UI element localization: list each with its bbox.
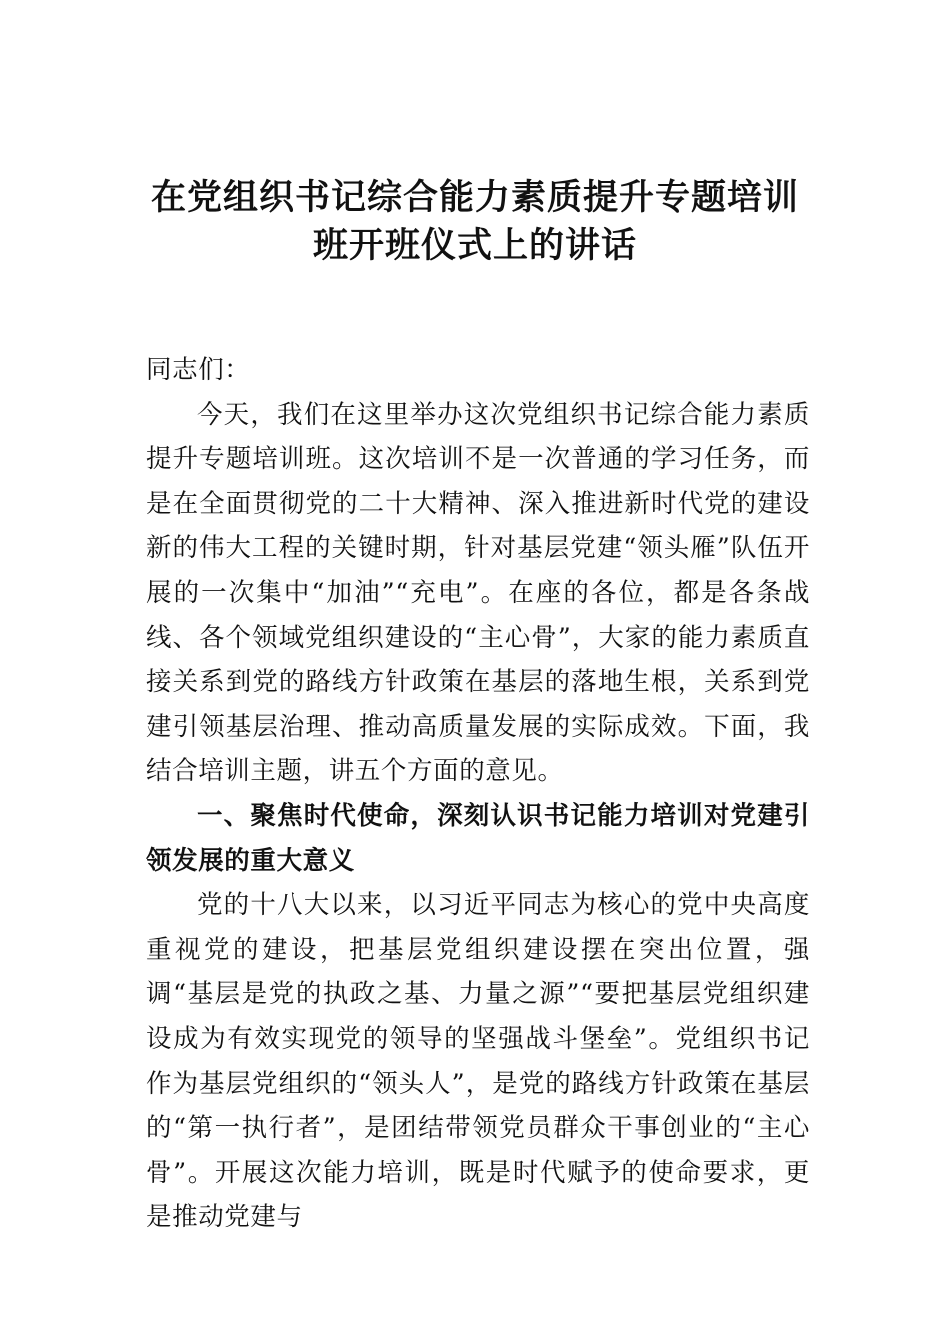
intro-paragraph: 今天，我们在这里举办这次党组织书记综合能力素质提升专题培训班。这次培训不是一次普通的学习任务，而是在全面贯彻党的二十大精神、深入推进新时代党的建设新的伟大工程的关键时期，针对基层党建“领头雁”队伍开展的一次集中“加油”“充电”。在座的各位，都是各条战线、各个领域党组织建设的“主心骨”，大家的能力素质直接关系到党的路线方针政策在基层的落地生根，关系到党建引领基层治理、推动高质量发展的实际成效。下面，我结合培训主题，讲五个方面的意见。 [146, 399, 810, 787]
section-1-paragraph: 党的十八大以来，以习近平同志为核心的党中央高度重视党的建设，把基层党组织建设摆在突出位置，强调“基层是党的执政之基、力量之源”“要把基层党组织建设成为有效实现党的领导的坚强战斗堡垒”。党组织书记作为基层党组织的“领头人”，是党的路线方针政策在基层的“第一执行者”，是团结带领党员群众干事创业的“主心骨”。开展这次能力培训，既是时代赋予的使命要求，更是推动党建与 [146, 890, 810, 1233]
document-body [146, 348, 810, 1240]
greeting: 同志们： [146, 355, 251, 385]
document-title-line-2: 班开班仪式上的讲话 [312, 225, 637, 266]
document-title-line-1: 在党组织书记综合能力素质提升专题培训 [150, 177, 799, 218]
section-1-heading: 一、聚焦时代使命，深刻认识书记能力培训对党建引领发展的重大意义 [146, 800, 810, 876]
